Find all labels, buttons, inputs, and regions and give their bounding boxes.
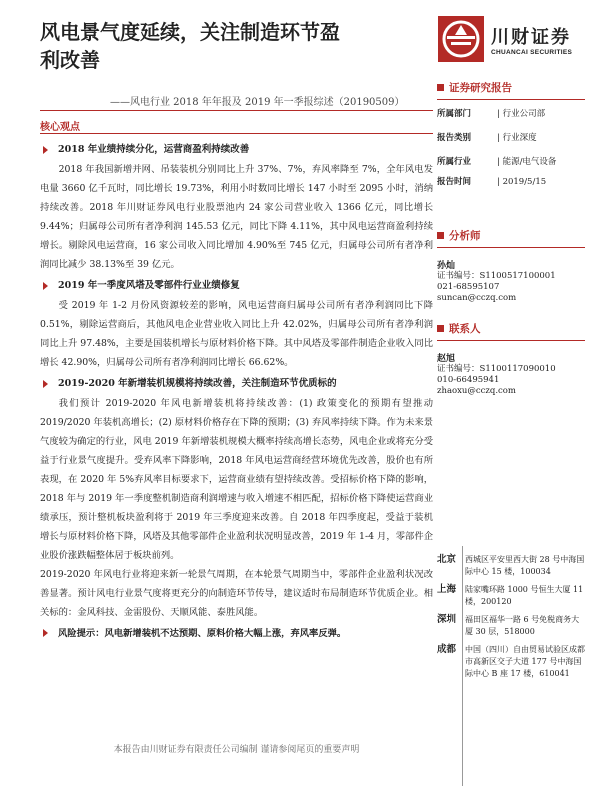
- main-content: [40, 138, 433, 643]
- office-addresses: [437, 554, 587, 686]
- analyst-panel: [437, 228, 585, 304]
- info-row: 报告类别 | 行业深度: [437, 133, 537, 143]
- square-bullet-icon: [437, 232, 444, 239]
- address-row: 深圳 福田区福华一路 6 号免税商务大厦 30 层，518000: [437, 614, 580, 636]
- report-title-line1: 风电景气度延续，关注制造环节盈: [40, 20, 340, 44]
- analyst-email[interactable]: suncan@cczq.com: [437, 293, 517, 303]
- section-heading-2: 2019 年一季度风塔及零部件行业业绩修复: [40, 276, 433, 295]
- report-subtitle: ——风电行业 2018 年年报及 2019 年一季报综述（20190509）: [110, 97, 405, 108]
- contact-name: 赵旭: [437, 354, 456, 364]
- triangle-bullet-icon: [43, 380, 48, 388]
- address-row: 成都 中国（四川）自由贸易试验区成都市高新区交子大道 177 号中海国际中心 B 座 17 楼，610041: [437, 644, 585, 678]
- company-logo: [437, 15, 572, 63]
- logo-name-cn: 川财证券: [491, 26, 571, 48]
- section-heading-1: 2018 年业绩持续分化，运营商盈利持续改善: [40, 140, 433, 159]
- risk-warning: [40, 624, 433, 643]
- section-3-paragraph-2: 2019-2020 年风电行业将迎来新一轮景气周期，在本轮景气周期当中，零部件企业盈利状况改善显著。预计风电行业景气度将更充分的向制造环节传导，建议适时布局制造环节优质企业。相关标的：金风科技、金雷股份、天顺风能、泰胜风能。: [40, 569, 433, 618]
- square-bullet-icon: [437, 84, 444, 91]
- triangle-bullet-icon: [43, 629, 48, 637]
- analyst-heading: 分析师: [437, 228, 585, 248]
- risk-label: 风险提示：: [58, 628, 105, 639]
- info-row: 所属部门 | 行业公司部: [437, 109, 546, 119]
- address-row: 上海 陆家嘴环路 1000 号恒生大厦 11 楼，200120: [437, 584, 584, 606]
- report-title-line2: 利改善: [40, 48, 100, 72]
- square-bullet-icon: [437, 325, 444, 332]
- section-2-paragraph: 受 2019 年 1-2 月份风资源较差的影响，风电运营商归属母公司所有者净利润同比下降 0.51%，剔除运营商后，其他风电企业营业收入同比上升 42.02%，归属母公司所有者净利润同比上升 97.48%，主要是国装机增长与原材料价格下降。其中风塔及零部件制造企业收入同比增长 42.90%，归属母公司所有者净利润同比增长 66.62%。: [40, 300, 433, 368]
- logo-name-en: CHUANCAI SECURITIES: [491, 48, 573, 56]
- page-footer: 本报告由川财证券有限责任公司编制 谨请参阅尾页的重要声明: [113, 745, 360, 755]
- report-info-heading: 证券研究报告: [437, 80, 585, 100]
- company-logo-icon: [437, 15, 485, 63]
- triangle-bullet-icon: [43, 146, 48, 154]
- section-1-paragraph: 2018 年我国新增并网、吊装装机分别同比上升 37%、7%，弃风率降至 7%，全年风电发电量 3660 亿千瓦时，同比增长 19.73%，利用小时数同比增长 147 小时至 2095 小时，消纳持续改善。2018 年川财证券风电行业股票池内 24 家公司营业收入 1366 亿元，同比增长 9.44%；归属母公司所有者净利润 145.53 亿元，同比下降 4.11%，其中风电运营商盈利持续增长。剔除风电运营商，16 家公司收入同比增加 4.90%至 745 亿元，归属母公司所有者净利润同比减少 38.13%至 39 亿元。: [40, 164, 433, 270]
- risk-text: 风电新增装机不达预期、原料价格大幅上涨，弃风率反弹。: [104, 628, 347, 639]
- contact-panel: [437, 321, 585, 397]
- analyst-name: 孙灿: [437, 261, 456, 271]
- address-row: 北京 西城区平安里西大街 28 号中海国际中心 15 楼，100034: [437, 554, 585, 576]
- contact-email[interactable]: zhaoxu@cczq.com: [437, 386, 516, 396]
- analyst-phone: 021-68595107: [437, 282, 500, 292]
- header-divider: [40, 110, 433, 111]
- triangle-bullet-icon: [43, 282, 48, 290]
- section-3-paragraph-1: 我们预计 2019-2020 年风电新增装机将持续改善：(1) 政策变化的预期有望推动 2019/2020 年装机高增长；(2) 原材料价格存在下降的预期；(3) 弃风率持续下降。作为未来景气度较为确定的行业，风电 2019 年新增装机规模大概率持续高增长态势，风电企业或将充分受益于行业景气度提升。受弃风率下降影响，2018 年风电运营商经营环境优先改善，股价也有所表现，在 2020 年 5%弃风率目标要求下，运营商业绩有望持续改善。受招标价格下降的影响，2018 年与 2019 年一季度整机制造商利润增速与收入增速不相匹配，招标价格下降使运营商业绩承压，预计整机板块盈利将于 2019 年三季度迎来改善。自 2018 年四季度起，受益于装机增长与原材料价格下降，风塔及其他零部件企业盈利状况明显改善，2019 年 1-4 月，零部件企业股价涨跌幅整体居于板块前列。: [40, 398, 433, 561]
- info-row: 报告时间 | 2019/5/15: [437, 177, 547, 187]
- info-row: 所属行业 | 能源/电气设备: [437, 157, 557, 167]
- report-info-panel: [437, 80, 585, 188]
- contact-heading: 联系人: [437, 321, 585, 341]
- analyst-cert: 证书编号：S1100517100001: [437, 271, 556, 281]
- core-views-label: 核心观点: [40, 122, 80, 133]
- contact-cert: 证书编号：S1100117090010: [437, 364, 556, 374]
- report-title: [40, 18, 440, 74]
- core-views-divider: [40, 133, 433, 134]
- contact-phone: 010-66495941: [437, 375, 500, 385]
- section-heading-3: 2019-2020 年新增装机规模将持续改善，关注制造环节优质标的: [40, 374, 433, 393]
